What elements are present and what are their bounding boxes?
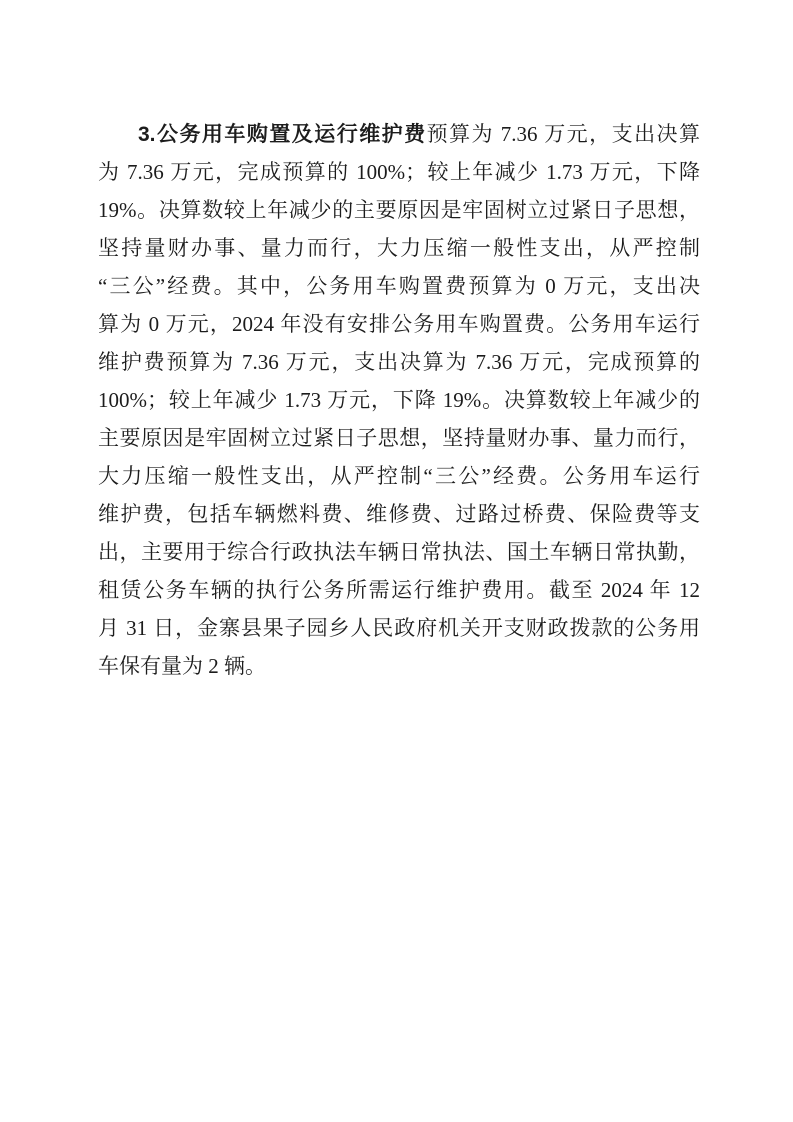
vehicle-expense-paragraph xyxy=(98,115,700,685)
text-line: 算为 0 万元，2024 年没有安排公务用车购置费。公务用车运行 xyxy=(98,312,700,336)
text-line: 月 31 日，金寨县果子园乡人民政府机关开支财政拨款的公务用 xyxy=(98,616,700,640)
text-line: 车保有量为 2 辆。 xyxy=(98,654,266,678)
text-line: 租赁公务车辆的执行公务所需运行维护费用。截至 2024 年 12 xyxy=(98,578,700,602)
text-line: “三公”经费。其中，公务用车购置费预算为 0 万元，支出决 xyxy=(98,274,700,298)
text-line: 出，主要用于综合行政执法车辆日常执法、国土车辆日常执勤， xyxy=(98,540,700,564)
text-line: 坚持量财办事、量力而行，大力压缩一般性支出，从严控制 xyxy=(98,236,700,260)
text-line: 大力压缩一般性支出，从严控制“三公”经费。公务用车运行 xyxy=(98,464,700,488)
text-line: 主要原因是牢固树立过紧日子思想，坚持量财办事、量力而行， xyxy=(98,426,700,450)
paragraph-heading: 3.公务用车购置及运行维护费 xyxy=(138,123,427,146)
paragraph-lead-rest: 预算为 7.36 万元，支出决算 xyxy=(426,122,701,146)
text-line xyxy=(98,115,700,153)
text-line: 维护费，包括车辆燃料费、维修费、过路过桥费、保险费等支 xyxy=(98,502,700,526)
text-line: 19%。决算数较上年减少的主要原因是牢固树立过紧日子思想， xyxy=(98,198,700,222)
text-line: 100%；较上年减少 1.73 万元，下降 19%。决算数较上年减少的 xyxy=(98,388,700,412)
text-line: 为 7.36 万元，完成预算的 100%；较上年减少 1.73 万元，下降 xyxy=(98,160,700,184)
text-line: 维护费预算为 7.36 万元，支出决算为 7.36 万元，完成预算的 xyxy=(98,350,700,374)
